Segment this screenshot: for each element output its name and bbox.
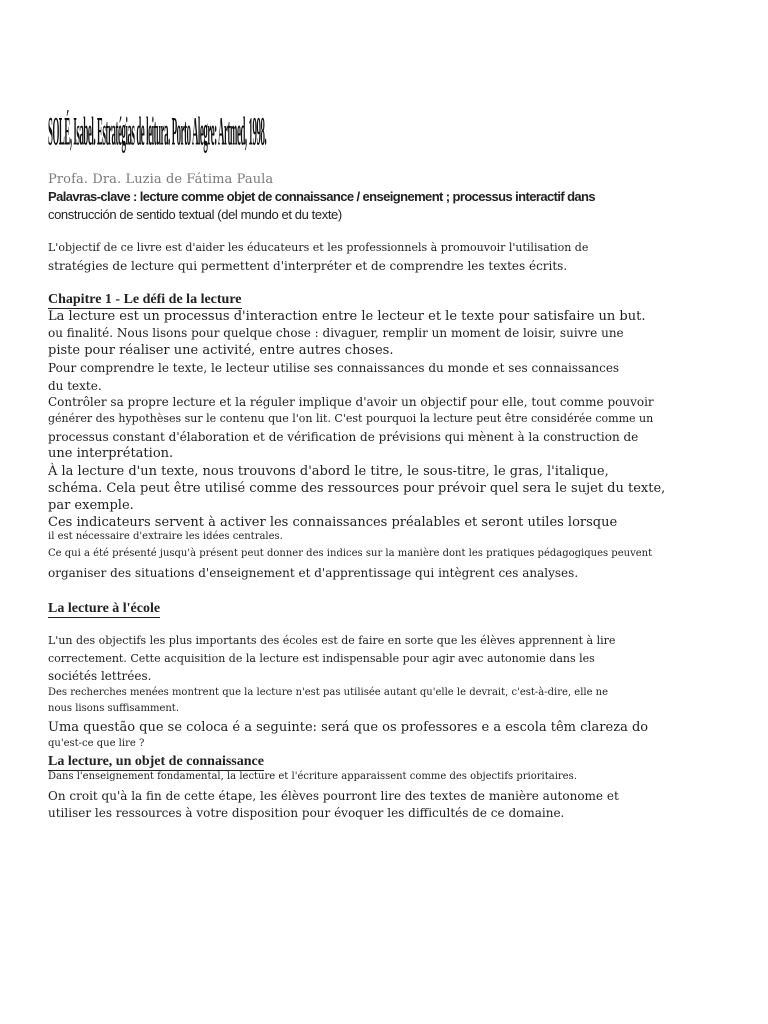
paragraph-line: ou finalité. Nous lisons pour quelque chose : divaguer, remplir un moment de loisir, suivre une bbox=[48, 326, 624, 340]
paragraph-line: utiliser les ressources à votre disposition pour évoquer les difficultés de ce domaine. bbox=[48, 806, 565, 820]
paragraph-line: Dans l'enseignement fondamental, la lecture et l'écriture apparaissent comme des objectifs prioritaires. bbox=[48, 771, 577, 782]
object-heading-text: La lecture, un objet de connaissance bbox=[48, 754, 264, 769]
paragraph-line: par exemple. bbox=[48, 498, 134, 513]
school-heading bbox=[48, 601, 160, 618]
bibliographic-reference: SOLÉ, Isabel. Estratégias de leitura. Porto Alegre: Artmed, 1998. bbox=[48, 108, 267, 154]
chapter-1-heading-text: Chapitre 1 - Le défi de la lecture bbox=[48, 292, 242, 307]
chapter-1-heading bbox=[48, 292, 242, 309]
paragraph-line: schéma. Cela peut être utilisé comme des ressources pour prévoir quel sera le sujet du texte, bbox=[48, 481, 666, 496]
paragraph-line: Contrôler sa propre lecture et la réguler implique d'avoir un objectif pour elle, tout comme pouvoir bbox=[48, 395, 654, 409]
keywords-line-2: construcción de sentido textual (del mundo et du texte) bbox=[48, 207, 342, 222]
paragraph-line: À la lecture d'un texte, nous trouvons d'abord le titre, le sous-titre, le gras, l'italique, bbox=[48, 464, 609, 479]
paragraph-line: du texte. bbox=[48, 379, 102, 393]
paragraph-line: Ces indicateurs servent à activer les connaissances préalables et seront utiles lorsque bbox=[48, 515, 618, 530]
intro-line: stratégies de lecture qui permettent d'interpréter et de comprendre les textes écrits. bbox=[48, 259, 568, 273]
paragraph-line: Ce qui a été présenté jusqu'à présent peut donner des indices sur la manière dont les pratiques pédagogiques peuvent bbox=[48, 548, 653, 559]
bibliographic-reference-block bbox=[48, 106, 267, 154]
paragraph-line: une interprétation. bbox=[48, 446, 174, 461]
object-heading bbox=[48, 754, 264, 771]
school-heading-text: La lecture à l'école bbox=[48, 601, 161, 616]
author-name: Profa. Dra. Luzia de Fátima Paula bbox=[48, 172, 274, 187]
paragraph-line: La lecture est un processus d'interaction entre le lecteur et le texte pour satisfaire un but. bbox=[48, 309, 646, 324]
paragraph-line: On croit qu'à la fin de cette étape, les élèves pourront lire des textes de manière autonome et bbox=[48, 789, 619, 803]
paragraph-line: Uma questão que se coloca é a seguinte: será que os professores e a escola têm clareza do bbox=[48, 720, 649, 735]
paragraph-line: organiser des situations d'enseignement et d'apprentissage qui intègrent ces analyses. bbox=[48, 566, 579, 580]
paragraph-line: L'un des objectifs les plus importants des écoles est de faire en sorte que les élèves apprennent à lire bbox=[48, 634, 616, 647]
intro-line: L'objectif de ce livre est d'aider les éducateurs et les professionnels à promouvoir l'utilisation de bbox=[48, 241, 589, 254]
paragraph-line: Des recherches menées montrent que la lecture n'est pas utilisée autant qu'elle le devrait, c'est-à-dire, elle ne bbox=[48, 687, 609, 698]
paragraph-line: correctement. Cette acquisition de la lecture est indispensable pour agir avec autonomie dans les bbox=[48, 652, 595, 665]
paragraph-line: nous lisons suffisamment. bbox=[48, 703, 180, 714]
paragraph-line: qu'est-ce que lire ? bbox=[48, 738, 145, 749]
paragraph-line: piste pour réaliser une activité, entre autres choses. bbox=[48, 343, 394, 358]
paragraph-line: il est nécessaire d'extraire les idées centrales. bbox=[48, 531, 283, 542]
keywords-line-1: Palavras-clave : lecture comme objet de connaissance / enseignement ; processus interactif dans bbox=[48, 189, 596, 204]
paragraph-line: Pour comprendre le texte, le lecteur utilise ses connaissances du monde et ses connaissances bbox=[48, 361, 620, 375]
paragraph-line: générer des hypothèses sur le contenu que l'on lit. C'est pourquoi la lecture peut être considérée comme un bbox=[48, 412, 654, 425]
paragraph-line: sociétés lettrées. bbox=[48, 669, 152, 683]
paragraph-line: processus constant d'élaboration et de vérification de prévisions qui mènent à la construction de bbox=[48, 430, 639, 444]
